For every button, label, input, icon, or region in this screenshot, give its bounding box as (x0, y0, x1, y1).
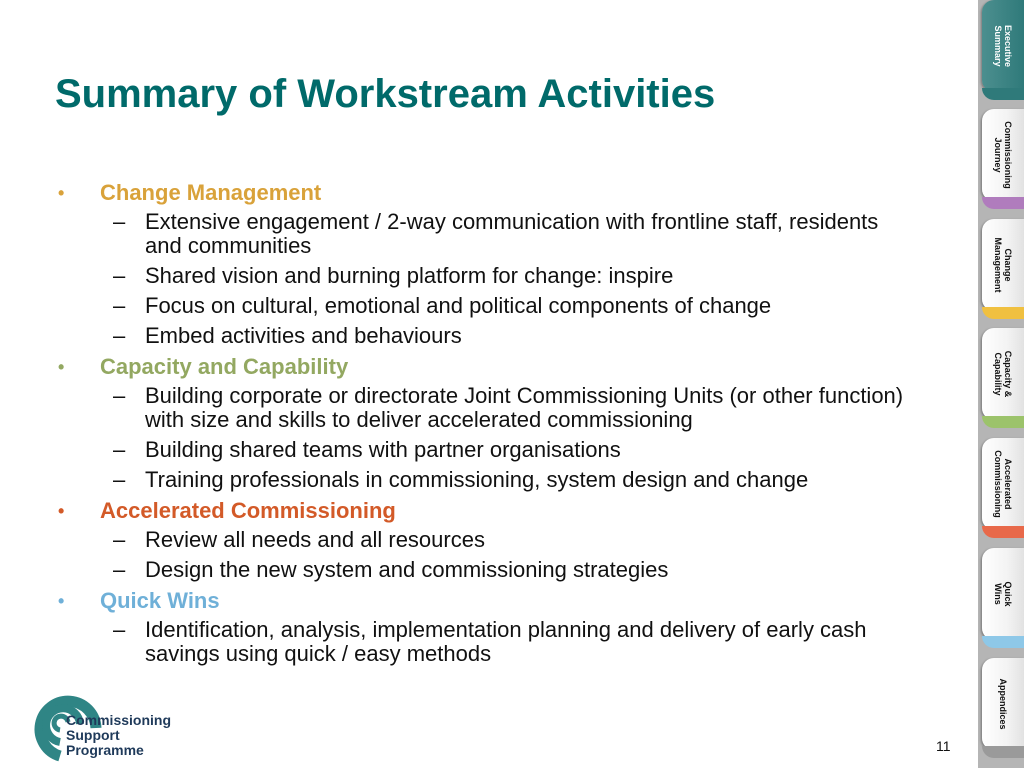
list-item-text: Focus on cultural, emotional and political components of change (145, 293, 772, 318)
list-item (58, 528, 905, 552)
logo-line-2: Support (66, 727, 120, 743)
tab-label-line: Executive (1003, 24, 1013, 68)
dash-icon: – (113, 557, 126, 582)
tab-label-line: Quick (1003, 581, 1013, 607)
dash-icon: – (113, 293, 126, 318)
list-item (58, 294, 905, 318)
list-item (58, 618, 905, 666)
section-heading-text: Accelerated Commissioning (100, 498, 396, 523)
section-heading-quick-wins (58, 588, 958, 614)
tab-label (993, 220, 1013, 310)
list-item (58, 264, 905, 288)
dash-icon: – (113, 383, 126, 408)
tab-label-line: Appendices (998, 678, 1008, 730)
list-item (58, 210, 905, 258)
dash-icon: – (113, 209, 126, 234)
list-item-text: Embed activities and behaviours (145, 323, 462, 348)
tab-label-line: Management (993, 237, 1003, 293)
list-item-text: Identification, analysis, implementation planning and delivery of early cash savings using quick / easy methods (145, 617, 867, 666)
dash-icon: – (113, 617, 126, 642)
dash-icon: – (113, 323, 126, 348)
logo-line-1: Commissioning (66, 712, 172, 728)
tab-label (993, 439, 1013, 529)
list-item-text: Training professionals in commissioning, system design and change (145, 467, 809, 492)
section-heading-change-management (58, 180, 958, 206)
bullet-icon: • (58, 183, 65, 203)
tab-quick-wins[interactable] (982, 548, 1024, 648)
tab-label-line: Capability (993, 352, 1003, 396)
list-item-text: Extensive engagement / 2-way communication with frontline staff, residents and communities (145, 209, 879, 258)
section-heading-text: Capacity and Capability (100, 354, 349, 379)
bullet-icon: • (58, 591, 65, 611)
section-heading-accelerated-commissioning (58, 498, 958, 524)
tab-label (998, 659, 1008, 749)
tab-label-line: Summary (993, 25, 1003, 67)
tab-label (993, 549, 1013, 639)
dash-icon: – (113, 263, 126, 288)
list-item-text: Shared vision and burning platform for change: inspire (145, 263, 674, 288)
section-heading-capacity-and-capability (58, 354, 958, 380)
tab-executive-summary[interactable] (982, 0, 1024, 100)
list-item (58, 324, 905, 348)
section-heading-text: Quick Wins (100, 588, 220, 613)
dash-icon: – (113, 467, 126, 492)
tab-commissioning-journey[interactable] (982, 109, 1024, 209)
tab-label-line: Capacity & (1003, 350, 1013, 398)
tab-label-line: Journey (993, 137, 1003, 173)
tab-appendices[interactable] (982, 658, 1024, 758)
page-number: 11 (936, 738, 951, 754)
tab-change-management[interactable] (982, 219, 1024, 319)
tab-label (993, 110, 1013, 200)
list-item (58, 468, 905, 492)
list-item-text: Building shared teams with partner organisations (145, 437, 621, 462)
list-item-text: Design the new system and commissioning strategies (145, 557, 669, 582)
tab-label-line: Change (1003, 248, 1013, 282)
logo-text (66, 713, 171, 758)
tab-accelerated-commissioning[interactable] (982, 438, 1024, 538)
list-item (58, 558, 905, 582)
tab-label-line: Commissioning (993, 450, 1003, 518)
tab-capacity-and-capability[interactable] (982, 328, 1024, 428)
section-heading-text: Change Management (100, 180, 322, 205)
tab-label-line: Wins (993, 583, 1003, 605)
dash-icon: – (113, 437, 126, 462)
slide-title: Summary of Workstream Activities (55, 72, 716, 116)
logo-line-3: Programme (66, 742, 144, 758)
tab-label-line: Accelerated (1003, 458, 1013, 510)
list-item (58, 438, 905, 462)
bullet-icon: • (58, 357, 65, 377)
list-item (58, 384, 905, 432)
tab-label (993, 1, 1013, 91)
tab-label-line: Commissioning (1003, 121, 1013, 189)
dash-icon: – (113, 527, 126, 552)
tab-label (993, 329, 1013, 419)
list-item-text: Review all needs and all resources (145, 527, 485, 552)
bullet-icon: • (58, 501, 65, 521)
list-item-text: Building corporate or directorate Joint Commissioning Units (or other function) with size and skills to deliver accelerated commissioning (145, 383, 904, 432)
slide-body (58, 180, 958, 672)
